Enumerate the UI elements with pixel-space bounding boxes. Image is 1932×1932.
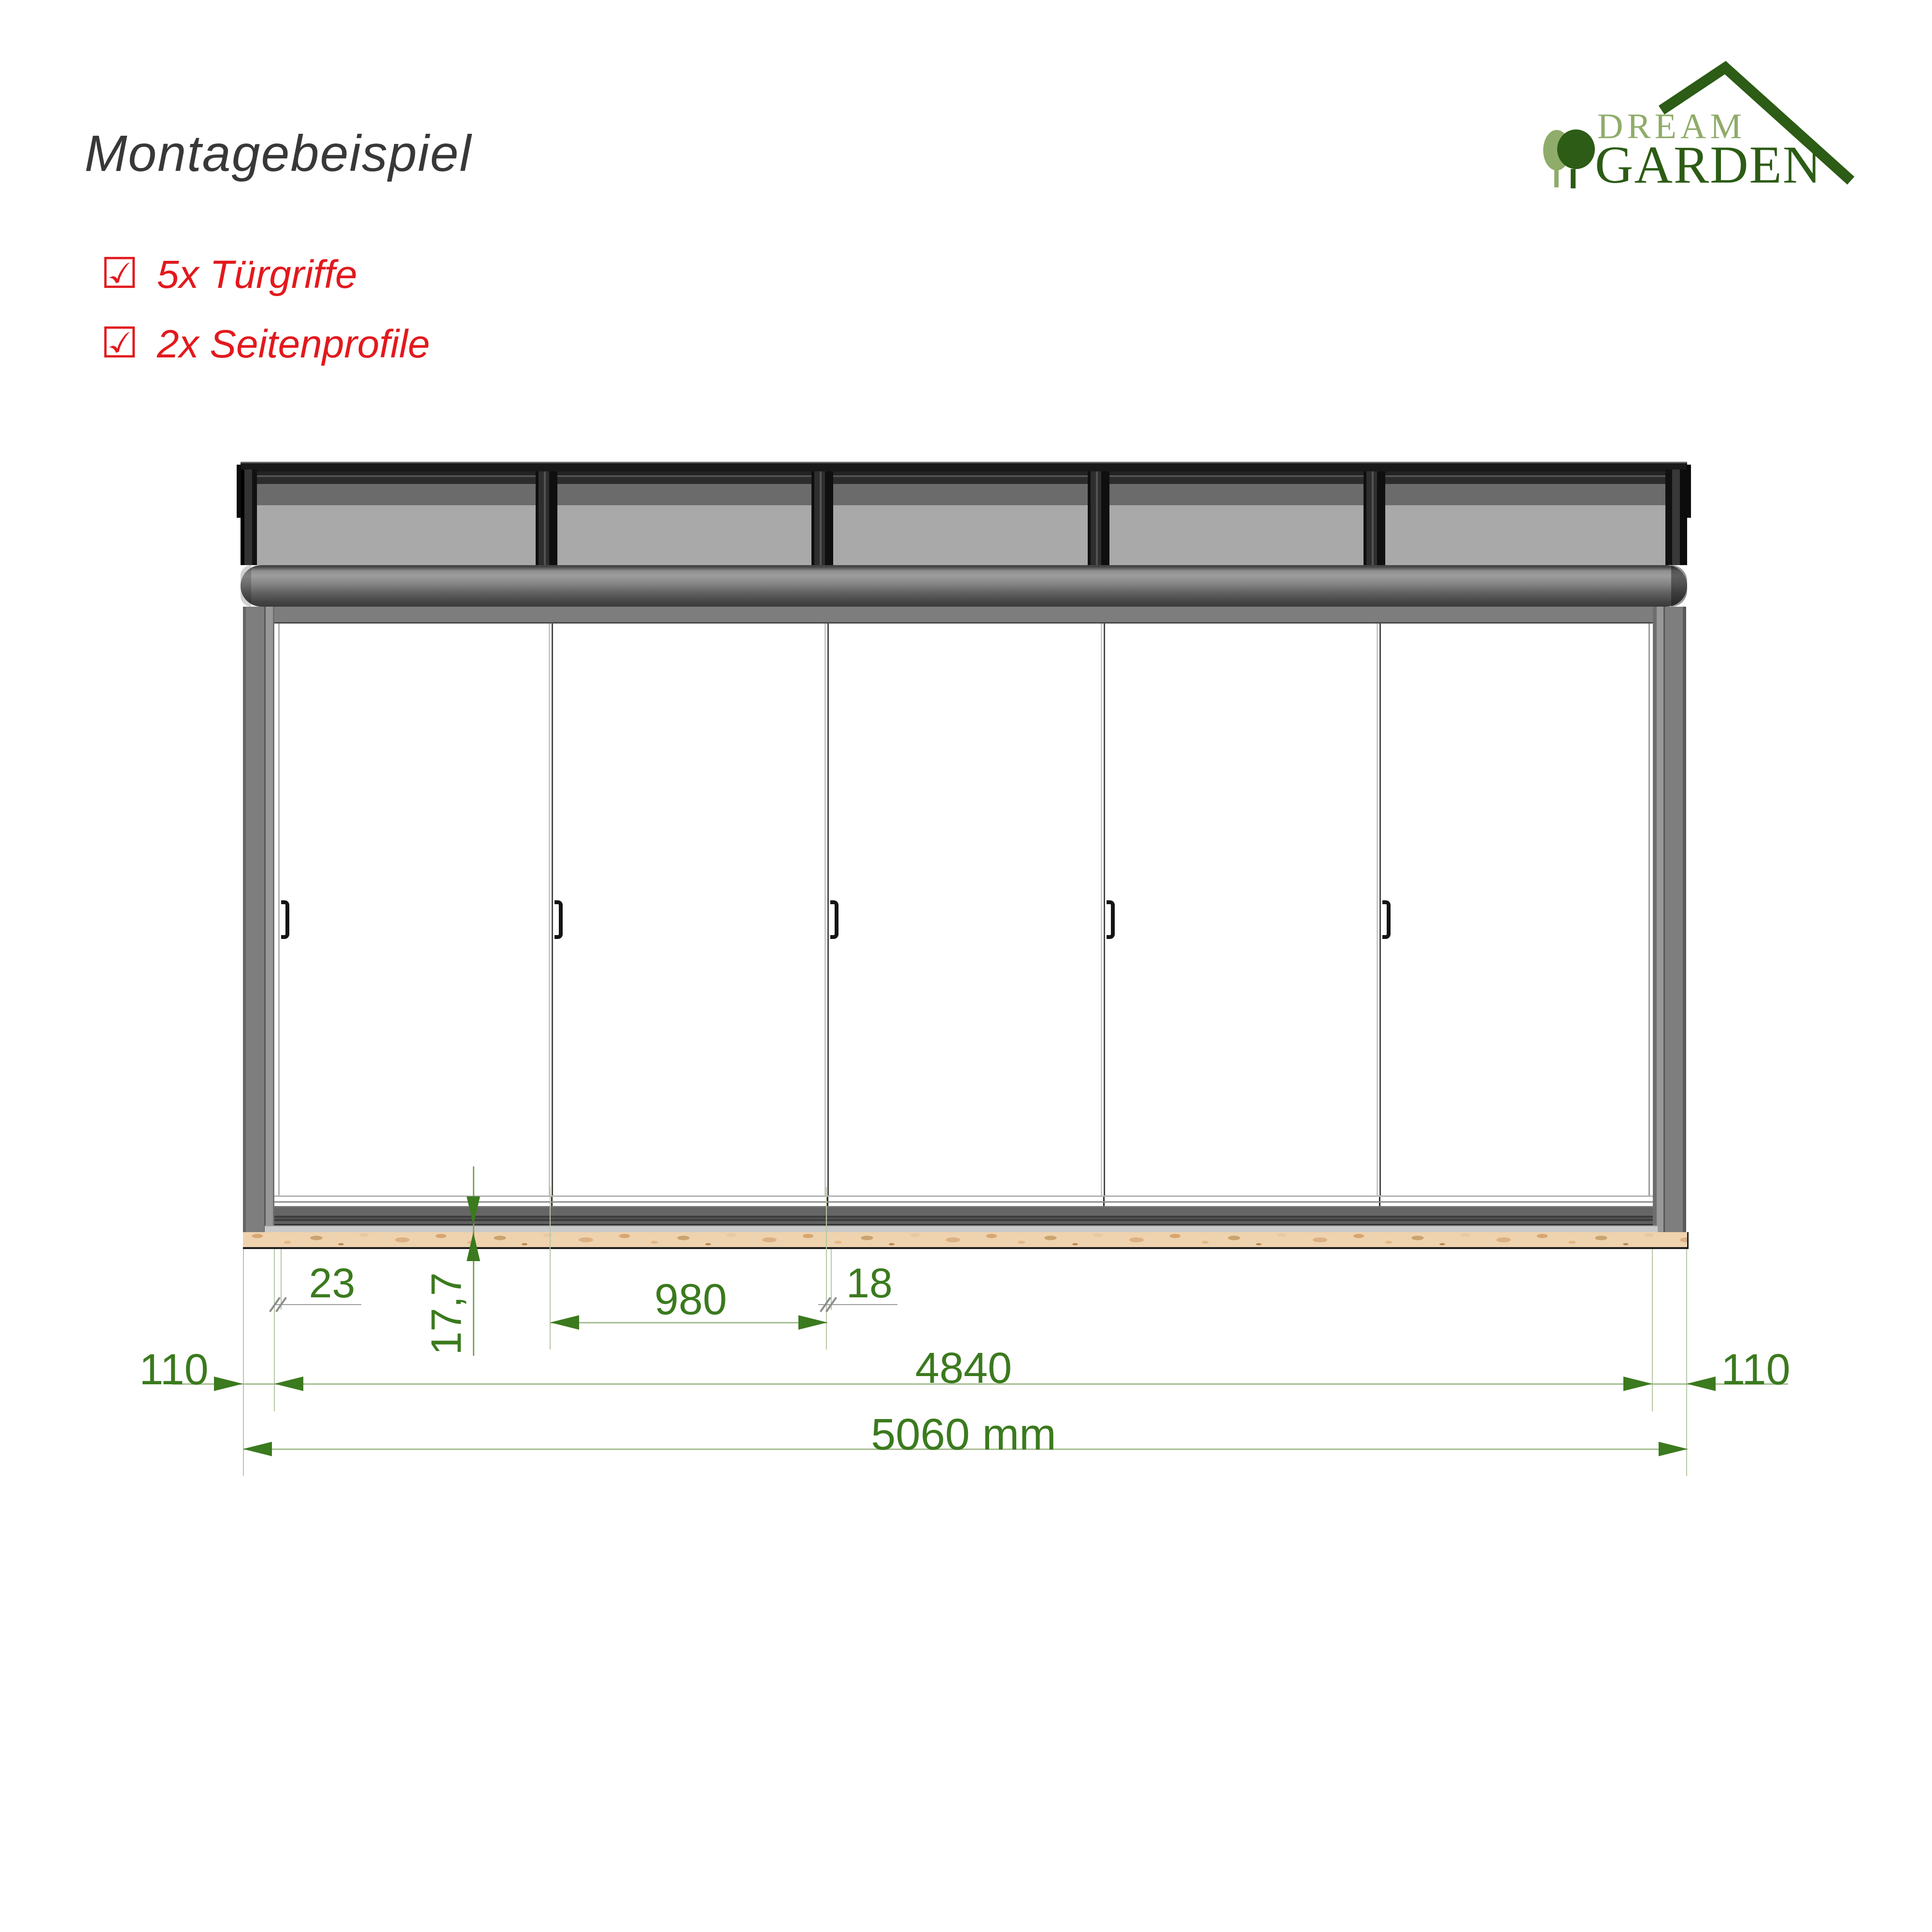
side-profile-right [1653, 607, 1686, 1232]
dimension-arrow-right [214, 1377, 243, 1391]
transom-mullion [811, 471, 833, 565]
dimension-total-width: 5060 mm [871, 1410, 1056, 1459]
transom-mullion [1364, 471, 1385, 565]
checklist-label: 5x Türgriffe [156, 253, 357, 297]
dimension-arrow-right [798, 1315, 827, 1330]
glass-doors [274, 624, 1653, 1195]
door-handle [1107, 900, 1115, 939]
dimension-arrow-down [467, 1196, 480, 1225]
dimension-arrow-left [1687, 1377, 1716, 1391]
transom-bracket-left [237, 465, 241, 518]
roller-beam-cap-left [241, 565, 251, 607]
transom-mullion [536, 471, 557, 565]
checklist-item-seitenprofile [100, 318, 430, 368]
transom-bracket-right [1687, 465, 1691, 518]
checked-checkbox-icon: ☑ [100, 318, 139, 368]
tree-trunk [1554, 167, 1559, 187]
roller-beam [241, 565, 1687, 607]
logo-dream-text: DREAM [1597, 107, 1746, 146]
extension-line [831, 1249, 832, 1310]
door-handle [554, 900, 563, 939]
door-5-edge [1648, 624, 1650, 1195]
door-handle [281, 900, 289, 939]
bottom-track [274, 1206, 1653, 1225]
door-bottom-rail [274, 1201, 1653, 1203]
door-divider [824, 624, 826, 1195]
dimension-arrow-right [1659, 1442, 1688, 1456]
door-divider [1101, 624, 1102, 1195]
door-divider [1104, 624, 1105, 1195]
dimension-door-width: 980 [654, 1276, 727, 1324]
door-divider [1377, 624, 1378, 1195]
checklist-label: 2x Seitenprofile [156, 322, 430, 366]
door-divider [827, 624, 829, 1195]
tree-icon [1557, 129, 1595, 169]
dimension-arrow-right [1623, 1377, 1652, 1391]
door-divider [1379, 624, 1381, 1195]
dimension-arrow-left [243, 1442, 272, 1456]
door-1-edge [278, 624, 280, 1195]
door-handle [830, 900, 838, 939]
dimension-arrow-left [274, 1377, 303, 1391]
transom-end-mullion-right [1665, 469, 1687, 565]
checked-checkbox-icon: ☑ [100, 248, 139, 298]
dimension-side-right: 110 [1721, 1346, 1790, 1394]
dimension-side-left: 110 [139, 1346, 209, 1394]
door-bottom-rail [274, 1195, 1653, 1197]
transom-top-profile [241, 471, 1687, 484]
dimension-door-inset: 23 [309, 1260, 355, 1307]
checklist-item-tuergriffe [100, 248, 357, 298]
transom-glass-upper [241, 484, 1687, 505]
logo-garden-text: GARDEN [1595, 135, 1822, 194]
brand-logo [1517, 52, 1855, 197]
dimension-track-height: 17,7 [422, 1272, 470, 1355]
extension-line [281, 1249, 282, 1310]
dimension-inner-width: 4840 [915, 1344, 1012, 1392]
door-divider [549, 624, 550, 1195]
dimension-overlap-gap: 18 [846, 1260, 893, 1307]
transom-mullion [1088, 471, 1109, 565]
transom-glass-lower [241, 505, 1687, 565]
door-handle [1382, 900, 1391, 939]
extension-line-vertical-dim [473, 1166, 474, 1356]
dimension-arrow-left [550, 1315, 579, 1330]
transom-end-mullion-left [241, 469, 257, 565]
page-title: Montagebeispiel [85, 125, 472, 182]
door-divider [552, 624, 553, 1195]
door-top-track [274, 607, 1653, 624]
tree-trunk [1571, 169, 1576, 188]
side-profile-left [243, 607, 274, 1232]
transom-top-cap [241, 462, 1687, 471]
roller-beam-cap-right [1671, 565, 1687, 607]
